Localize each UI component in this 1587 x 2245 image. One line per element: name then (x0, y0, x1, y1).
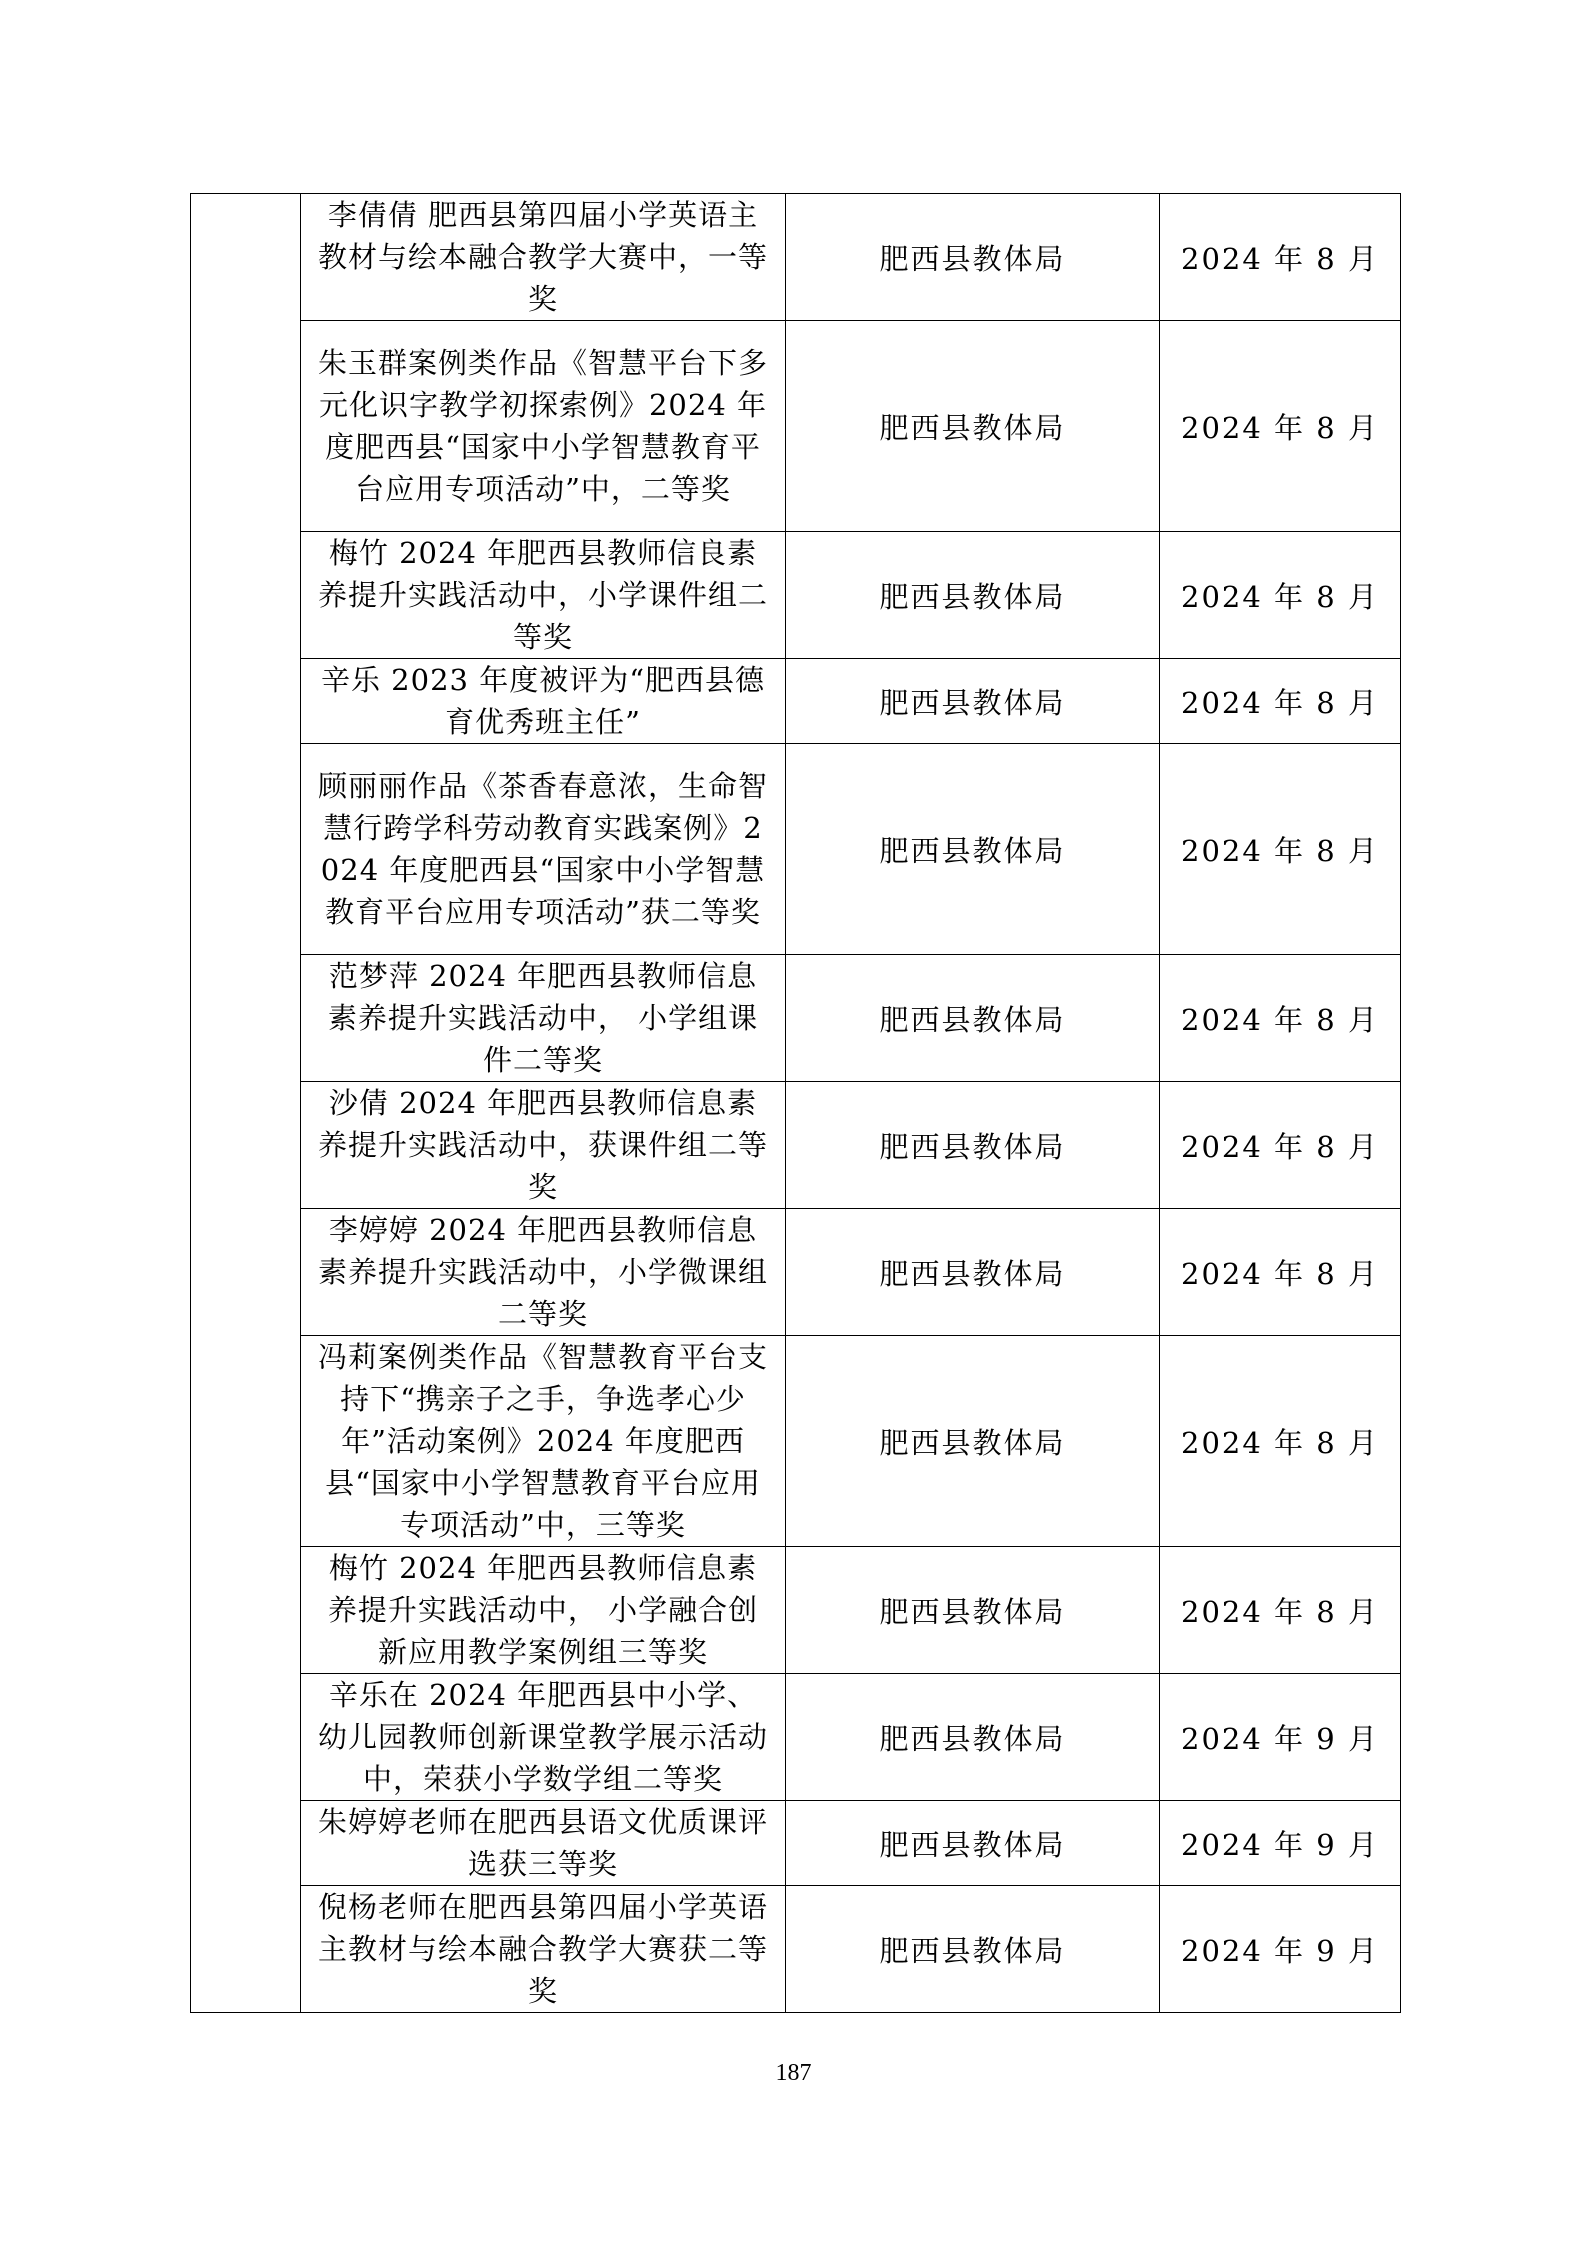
table-row (191, 1209, 1401, 1336)
award-date: 2024 年 9 月 (1160, 1801, 1401, 1886)
award-description: 顾丽丽作品《茶香春意浓，生命智慧行跨学科劳动教育实践案例》2024 年度肥西县“国家中小学智慧教育平台应用专项活动”获二等奖 (301, 744, 786, 955)
award-date: 2024 年 8 月 (1160, 1547, 1401, 1674)
page-number: 187 (775, 2060, 812, 2086)
table-row (191, 1801, 1401, 1886)
award-description: 梅竹 2024 年肥西县教师信息素养提升实践活动中， 小学融合创新应用教学案例组三等奖 (301, 1547, 786, 1674)
award-date: 2024 年 8 月 (1160, 321, 1401, 532)
award-description: 朱婷婷老师在肥西县语文优质课评选获三等奖 (301, 1801, 786, 1886)
blank-category-cell (191, 194, 301, 2013)
table-row (191, 1886, 1401, 2013)
table-row (191, 1547, 1401, 1674)
award-organization: 肥西县教体局 (786, 1801, 1160, 1886)
award-description: 倪杨老师在肥西县第四届小学英语主教材与绘本融合教学大赛获二等奖 (301, 1886, 786, 2013)
table-row (191, 1082, 1401, 1209)
award-organization: 肥西县教体局 (786, 744, 1160, 955)
award-description: 范梦萍 2024 年肥西县教师信息素养提升实践活动中， 小学组课件二等奖 (301, 955, 786, 1082)
award-organization: 肥西县教体局 (786, 1674, 1160, 1801)
award-date: 2024 年 8 月 (1160, 1209, 1401, 1336)
table-row (191, 321, 1401, 532)
table-row (191, 955, 1401, 1082)
award-description: 朱玉群案例类作品《智慧平台下多元化识字教学初探索例》2024 年度肥西县“国家中小学智慧教育平台应用专项活动”中，二等奖 (301, 321, 786, 532)
award-description: 辛乐在 2024 年肥西县中小学、幼儿园教师创新课堂教学展示活动中，荣获小学数学组二等奖 (301, 1674, 786, 1801)
table-row (191, 532, 1401, 659)
award-description: 李婷婷 2024 年肥西县教师信息素养提升实践活动中，小学微课组二等奖 (301, 1209, 786, 1336)
award-date: 2024 年 8 月 (1160, 194, 1401, 321)
award-organization: 肥西县教体局 (786, 659, 1160, 744)
table-row (191, 194, 1401, 321)
award-organization: 肥西县教体局 (786, 1886, 1160, 2013)
award-date: 2024 年 8 月 (1160, 1336, 1401, 1547)
award-date: 2024 年 8 月 (1160, 659, 1401, 744)
table-row (191, 1674, 1401, 1801)
award-organization: 肥西县教体局 (786, 1082, 1160, 1209)
table-row (191, 744, 1401, 955)
award-organization: 肥西县教体局 (786, 321, 1160, 532)
table-row (191, 659, 1401, 744)
award-description: 辛乐 2023 年度被评为“肥西县德育优秀班主任” (301, 659, 786, 744)
awards-table-body (191, 194, 1401, 2013)
award-organization: 肥西县教体局 (786, 1336, 1160, 1547)
award-description: 梅竹 2024 年肥西县教师信良素养提升实践活动中，小学课件组二等奖 (301, 532, 786, 659)
award-organization: 肥西县教体局 (786, 955, 1160, 1082)
award-description: 沙倩 2024 年肥西县教师信息素养提升实践活动中，获课件组二等奖 (301, 1082, 786, 1209)
award-description: 李倩倩 肥西县第四届小学英语主教材与绘本融合教学大赛中，一等奖 (301, 194, 786, 321)
award-date: 2024 年 9 月 (1160, 1886, 1401, 2013)
table-row (191, 1336, 1401, 1547)
award-description: 冯莉案例类作品《智慧教育平台支持下“携亲子之手，争选孝心少年”活动案例》2024 年度肥西县“国家中小学智慧教育平台应用专项活动”中，三等奖 (301, 1336, 786, 1547)
awards-table (190, 193, 1401, 2013)
award-organization: 肥西县教体局 (786, 1547, 1160, 1674)
award-date: 2024 年 8 月 (1160, 955, 1401, 1082)
award-organization: 肥西县教体局 (786, 1209, 1160, 1336)
award-organization: 肥西县教体局 (786, 532, 1160, 659)
award-date: 2024 年 9 月 (1160, 1674, 1401, 1801)
award-date: 2024 年 8 月 (1160, 1082, 1401, 1209)
award-date: 2024 年 8 月 (1160, 744, 1401, 955)
award-organization: 肥西县教体局 (786, 194, 1160, 321)
award-date: 2024 年 8 月 (1160, 532, 1401, 659)
